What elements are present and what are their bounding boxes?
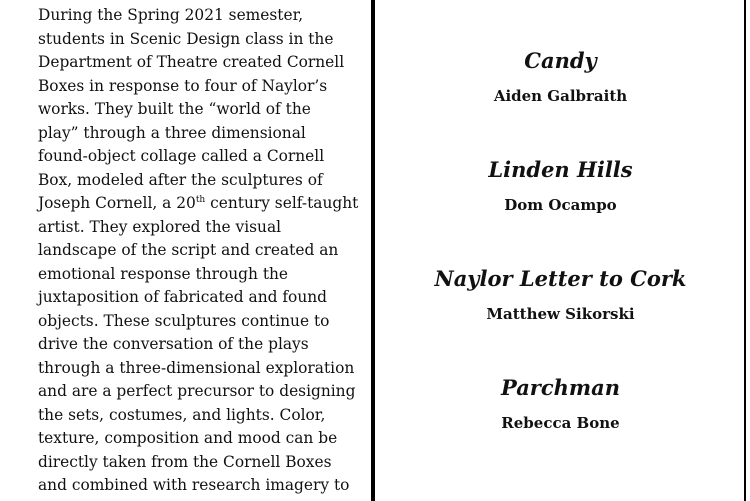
paragraph-line-start: Joseph Cornell, a 20 xyxy=(38,194,196,212)
paragraph-line: objects. These sculptures continue to xyxy=(38,311,330,330)
work-entry-candy xyxy=(375,48,746,106)
paragraph-line-end: century self-taught xyxy=(205,194,359,212)
work-entry-naylor-letter xyxy=(375,266,746,324)
ordinal-superscript: th xyxy=(195,195,206,205)
paragraph-line: landscape of the script and created an xyxy=(38,241,339,259)
paragraph-line: Department of Theatre created Cornell xyxy=(38,53,345,71)
work-title: Candy xyxy=(524,48,597,73)
paragraph-line-with-superscript xyxy=(38,192,359,216)
paragraph-line: texture, composition and mood can be xyxy=(38,429,338,447)
paragraph-line: emotional response through the xyxy=(38,264,289,283)
paragraph-line: play” through a three dimensional xyxy=(38,123,306,142)
work-author: Aiden Galbraith xyxy=(493,87,628,105)
work-entry-linden-hills xyxy=(375,157,746,215)
work-author: Dom Ocampo xyxy=(504,196,617,214)
work-entry-parchman xyxy=(375,375,746,433)
paragraph-line: and combined with research imagery to xyxy=(38,476,350,494)
work-author: Matthew Sikorski xyxy=(486,305,635,323)
work-author: Rebecca Bone xyxy=(501,414,620,432)
work-title: Naylor Letter to Cork xyxy=(434,266,687,291)
paragraph-line: and are a perfect precursor to designing xyxy=(38,382,356,400)
paragraph-line: During the Spring 2021 semester, xyxy=(38,6,304,24)
paragraph-line: directly taken from the Cornell Boxes xyxy=(38,452,332,471)
paragraph-line: drive the conversation of the plays xyxy=(38,335,309,353)
paragraph-line: works. They built the “world of the xyxy=(38,100,311,118)
paragraph-line: Boxes in response to four of Naylor’s xyxy=(38,76,328,95)
paragraph-line: the sets, costumes, and lights. Color, xyxy=(38,405,326,424)
paragraph-line: artist. They explored the visual xyxy=(38,217,282,236)
paragraph-line: found-object collage called a Cornell xyxy=(38,147,325,165)
paragraph-line: students in Scenic Design class in the xyxy=(38,29,334,48)
description-paragraph xyxy=(38,4,359,498)
work-title: Parchman xyxy=(500,375,621,400)
paragraph-line: Box, modeled after the sculptures of xyxy=(38,170,323,189)
paragraph-line: through a three-dimensional exploration xyxy=(38,358,355,377)
work-title: Linden Hills xyxy=(488,157,633,182)
paragraph-line: juxtaposition of fabricated and found xyxy=(38,288,328,306)
